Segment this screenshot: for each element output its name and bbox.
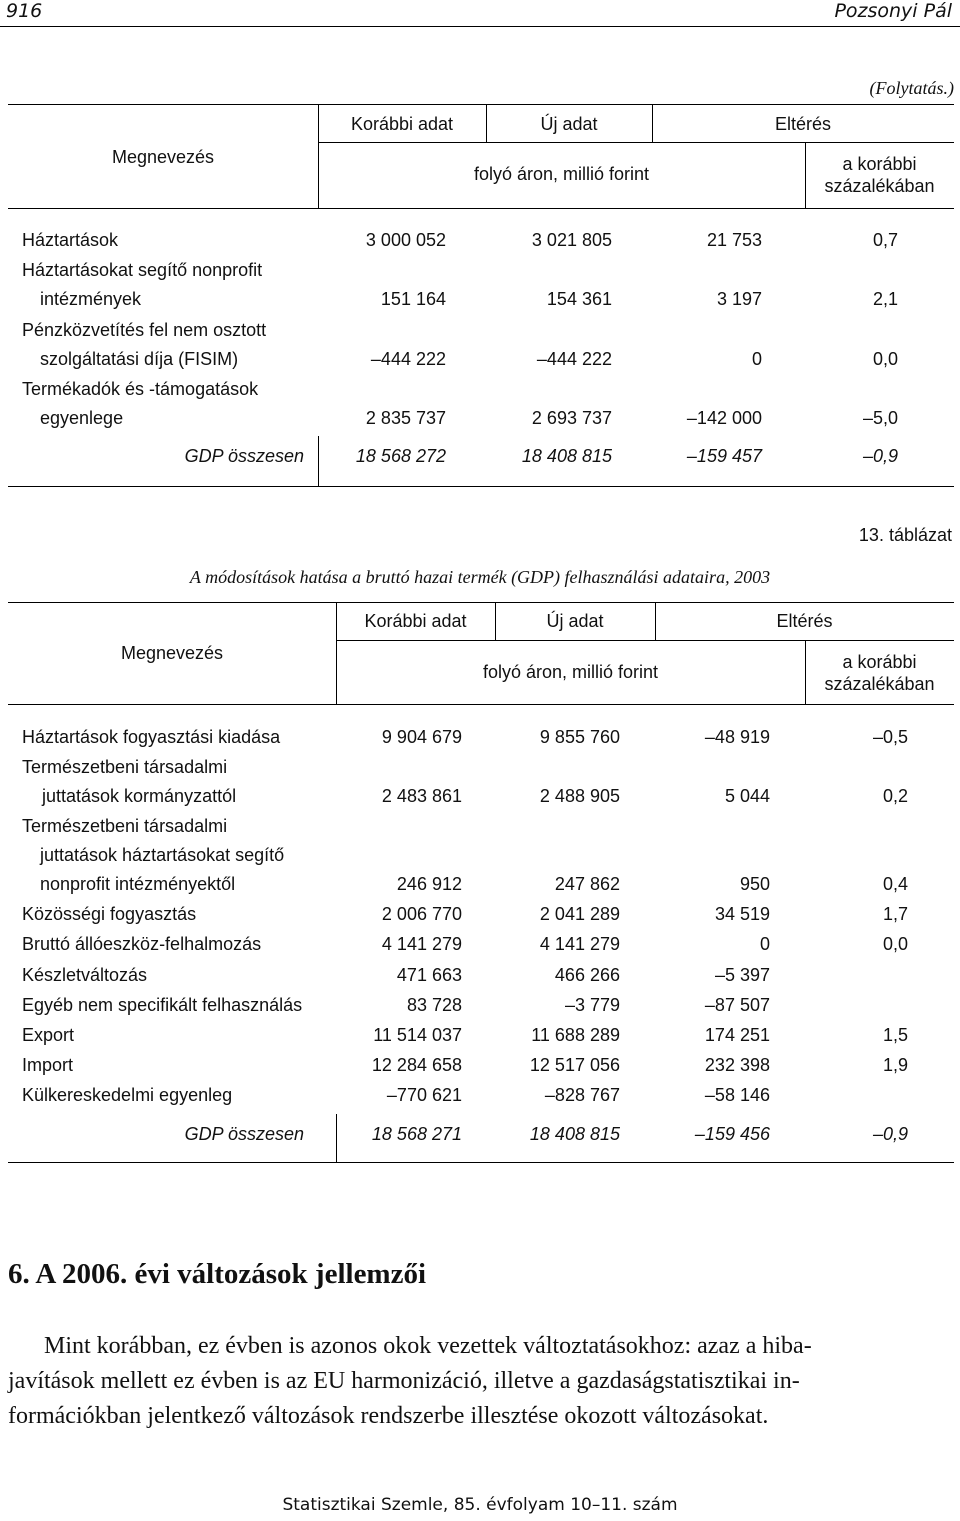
table-2-top-rule (8, 602, 954, 603)
column-header-name: Megnevezés (120, 643, 224, 663)
cell-prev: 471 663 (396, 965, 462, 985)
cell-diff: –58 146 (704, 1085, 770, 1105)
cell-pct: –5,0 (862, 408, 898, 428)
cell-pct: 0,7 (872, 230, 898, 250)
row-name: Külkereskedelmi egyenleg (22, 1085, 233, 1105)
row-name: Egyéb nem specifikált felhasználás (22, 995, 303, 1015)
cell-prev: 9 904 679 (381, 727, 462, 747)
cell-new: 247 862 (554, 874, 620, 894)
cell-diff: –87 507 (704, 995, 770, 1015)
cell-new: 2 693 737 (531, 408, 612, 428)
table-2-total-divider (336, 1114, 337, 1162)
cell-pct: 1,7 (882, 904, 908, 924)
cell-diff: 232 398 (704, 1055, 770, 1075)
cell-new: 154 361 (546, 289, 612, 309)
row-name-cont: szolgáltatási díja (FISIM) (40, 349, 239, 369)
cell-diff: –48 919 (704, 727, 770, 747)
cell-new: 12 517 056 (529, 1055, 620, 1075)
row-name: Pénzközvetítés fel nem osztott (22, 320, 267, 340)
cell-diff: 5 044 (724, 786, 770, 806)
table-number: 13. táblázat (858, 525, 952, 545)
row-name: Természetbeni társadalmi (22, 757, 228, 777)
cell-new: –3 779 (564, 995, 620, 1015)
column-header-name: Megnevezés (111, 147, 215, 167)
author-name: Pozsonyi Pál (834, 0, 952, 22)
cell-pct: 0,2 (882, 786, 908, 806)
row-name-cont: juttatások kormányzattól (42, 786, 237, 806)
table-1-bottom-rule (8, 486, 954, 487)
total-prev: 18 568 272 (355, 446, 446, 466)
cell-diff: 0 (759, 934, 770, 954)
cell-diff: 174 251 (704, 1025, 770, 1045)
row-name-cont: juttatások háztartásokat segítő (40, 845, 285, 865)
table-1-mid-rule (318, 142, 954, 143)
cell-pct: 0,0 (882, 934, 908, 954)
table-1-col-divider (805, 142, 806, 208)
cell-diff: 950 (739, 874, 770, 894)
cell-diff: –5 397 (714, 965, 770, 985)
column-header-new: Új adat (546, 611, 604, 631)
total-new: 18 408 815 (529, 1124, 620, 1144)
cell-pct: –0,5 (872, 727, 908, 747)
row-name: Közösségi fogyasztás (22, 904, 197, 924)
cell-new: 2 041 289 (539, 904, 620, 924)
row-name: Készletváltozás (22, 965, 148, 985)
total-pct: –0,9 (862, 446, 898, 466)
row-name: Háztartásokat segítő nonprofit (22, 260, 263, 280)
column-header-prev: Korábbi adat (364, 611, 467, 631)
row-name: Export (22, 1025, 75, 1045)
cell-prev: 4 141 279 (381, 934, 462, 954)
cell-prev: 83 728 (406, 995, 462, 1015)
cell-prev: 2 006 770 (381, 904, 462, 924)
cell-pct: 1,9 (882, 1055, 908, 1075)
total-diff: –159 457 (686, 446, 762, 466)
section-heading: 6. A 2006. évi változások jellemzői (8, 1258, 427, 1290)
unit-label: folyó áron, millió forint (473, 164, 650, 184)
running-header (0, 0, 960, 27)
cell-diff: 3 197 (716, 289, 762, 309)
cell-prev: 2 835 737 (365, 408, 446, 428)
total-prev: 18 568 271 (371, 1124, 462, 1144)
column-header-diff: Eltérés (776, 611, 833, 631)
cell-new: 2 488 905 (539, 786, 620, 806)
column-header-prev: Korábbi adat (350, 114, 454, 134)
unit-label: folyó áron, millió forint (482, 662, 659, 682)
table-2-header-rule (8, 704, 954, 705)
row-name-cont: nonprofit intézményektől (40, 874, 236, 894)
journal-footer: Statisztikai Szemle, 85. évfolyam 10–11. szám (282, 1495, 678, 1515)
table-1-header-rule (8, 208, 954, 209)
cell-pct: 0,0 (872, 349, 898, 369)
total-new: 18 408 815 (521, 446, 612, 466)
cell-diff: 0 (751, 349, 762, 369)
cell-new: 3 021 805 (531, 230, 612, 250)
paragraph-line: formációkban jelentkező változások rendszerbe illesztése okozott változásokat. (8, 1403, 769, 1429)
pct-label-line-1: a korábbi (842, 154, 917, 174)
cell-diff: 21 753 (706, 230, 762, 250)
cell-diff: 34 519 (714, 904, 770, 924)
cell-new: 11 688 289 (531, 1025, 620, 1045)
cell-prev: 151 164 (380, 289, 446, 309)
row-name-cont: egyenlege (40, 408, 124, 428)
table-1-top-rule (8, 104, 954, 105)
table-2-bottom-rule (8, 1162, 954, 1163)
cell-prev: 11 514 037 (373, 1025, 462, 1045)
row-name-cont: intézmények (40, 289, 142, 309)
cell-new: 466 266 (554, 965, 620, 985)
pct-label-line-2: százalékában (824, 176, 935, 196)
total-pct: –0,9 (872, 1124, 908, 1144)
cell-prev: –444 222 (370, 349, 446, 369)
cell-prev: 246 912 (396, 874, 462, 894)
cell-new: 9 855 760 (539, 727, 620, 747)
paragraph-line: Mint korábban, ez évben is azonos okok vezettek változtatásokhoz: azaz a hiba- (44, 1333, 812, 1359)
cell-prev: 3 000 052 (365, 230, 446, 250)
cell-new: –828 767 (544, 1085, 620, 1105)
cell-prev: 12 284 658 (371, 1055, 462, 1075)
body-paragraph (8, 1329, 952, 1434)
row-name: Háztartások fogyasztási kiadása (22, 727, 281, 747)
total-label: GDP összesen (184, 1124, 304, 1144)
cell-prev: –770 621 (386, 1085, 462, 1105)
pct-label-line-2: százalékában (824, 674, 935, 694)
row-name: Természetbeni társadalmi (22, 816, 228, 836)
column-header-new: Új adat (540, 114, 598, 134)
table-2-mid-rule (336, 640, 954, 641)
row-name: Import (22, 1055, 74, 1075)
cell-diff: –142 000 (686, 408, 762, 428)
cell-new: –444 222 (536, 349, 612, 369)
table-1-total-divider (318, 436, 319, 486)
table-title: A módosítások hatása a bruttó hazai termék (GDP) felhasználási adataira, 2003 (189, 567, 771, 587)
pct-label-line-1: a korábbi (842, 652, 917, 672)
row-name: Termékadók és -támogatások (22, 379, 259, 399)
cell-pct: 2,1 (872, 289, 898, 309)
cell-prev: 2 483 861 (381, 786, 462, 806)
cell-pct: 1,5 (882, 1025, 908, 1045)
cell-pct: 0,4 (882, 874, 908, 894)
continued-label: (Folytatás.) (869, 78, 954, 98)
total-label: GDP összesen (184, 446, 304, 466)
page-number: 916 (6, 0, 43, 22)
table-2-col-divider (805, 640, 806, 704)
column-header-diff: Eltérés (774, 114, 832, 134)
cell-new: 4 141 279 (539, 934, 620, 954)
row-name: Bruttó állóeszköz-felhalmozás (22, 934, 262, 954)
row-name: Háztartások (22, 230, 119, 250)
paragraph-line: javítások mellett ez évben is az EU harmonizáció, illetve a gazdaságstatisztikai in- (8, 1368, 800, 1394)
total-diff: –159 456 (694, 1124, 770, 1144)
